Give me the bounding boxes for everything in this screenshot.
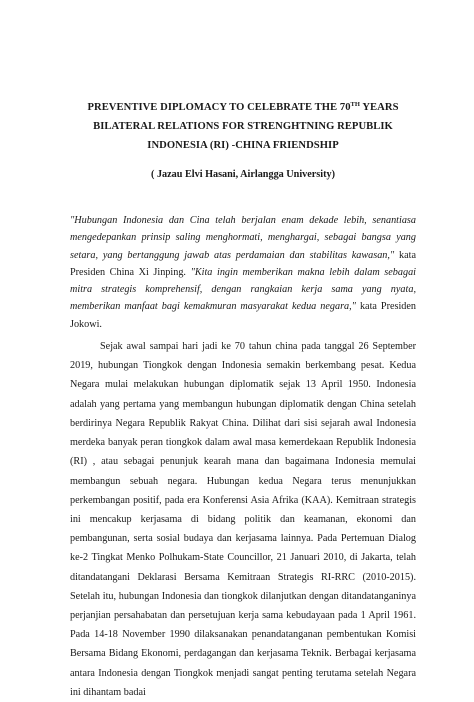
quote-attribution-1: kata Presiden China Xi Jinping.: [70, 249, 416, 278]
title-superscript: TH: [350, 101, 361, 108]
opening-quote: [70, 212, 416, 333]
quote-attribution-2: kata Presiden Jokowi.: [70, 301, 416, 330]
quote-jokowi: "Kita ingin memberikan makna lebih dalam sebagai mitra strategis komprehensif, dengan rangkaian kerja sama yang nyata, memberikan manfaat bagi kemakmuran masyarakat kedua negara,": [70, 266, 416, 313]
quote-xi-jinping: "Hubungan Indonesia dan Cina telah berjalan enam dekade lebih, senantiasa mengedepankan prinsip saling menghormati, menghargai, sebagai bangsa yang setara, yang bertanggung jawab atas perdamaian dan stabilitas kawasan,": [70, 215, 416, 261]
title-part-2: YEARS BILATERAL RELATIONS FOR STRENGHTNING REPUBLIK INDONESIA (RI) -CHINA FRIENDSHIP: [93, 102, 399, 151]
title-part-1: PREVENTIVE DIPLOMACY TO CELEBRATE THE 70: [87, 102, 351, 113]
body-paragraph: Sejak awal sampai hari jadi ke 70 tahun china pada tanggal 26 September 2019, hubungan Tiongkok dengan Indonesia semakin berkembang pesat. Kedua Negara mulai melakukan hubungan diplomatik sejak 13 April 1950. Indonesia adalah yang pertama yang membangun hubungan diplomatik dengan China setelah berdirinya Negara Republik Rakyat China. Dilihat dari sisi sejarah awal Indonesia merdeka banyak peran tiongkok dalam awal masa kemerdekaan Republik Indonesia (RI) , atau sebagai penunjuk kearah mana dan bagaimana Indonesia memulai membangun sebuah negara. Hubungan kedua Negara terus menunjukkan perkembangan positif, pada era Konferensi Asia Afrika (KAA). Kemitraan strategis ini mencakup kerjasama di bidang politik dan keamanan, ekonomi dan pembangunan, serta sosial budaya dan kerjasama lainnya. Pada Pertemuan Dialog ke-2 Tingkat Menko Polhukam-State Councillor, 21 Januari 2010, di Jakarta, telah ditandatangani Deklarasi Bersama Kemitraan Strategis RI-RRC (2010-2015). Setelah itu, hubungan Indonesia dan tiongkok dilanjutkan dengan ditandatanganinya perjanjian persahabatan dan persetujuan kerja sama kebudayaan pada 1 April 1961. Pada 14-18 November 1990 dilaksanakan penandatanganan pembentukan Komisi Bersama Bidang Ekonomi, perdagangan dan kerjasama Teknik. Berbagai kerjasama antara Indonesia dengan Tiongkok menjadi sangat penting terutama setelah Negara ini dihantam badai: [70, 341, 416, 698]
document-title: [70, 98, 416, 155]
author-line: ( Jazau Elvi Hasani, Airlangga University): [151, 169, 335, 180]
